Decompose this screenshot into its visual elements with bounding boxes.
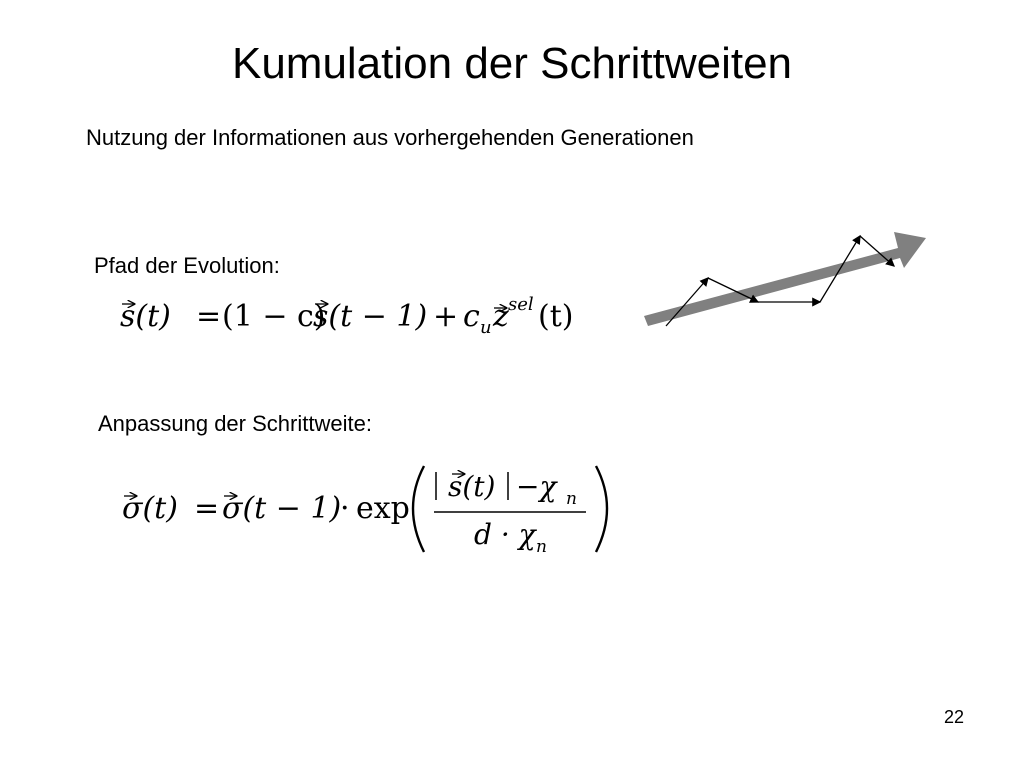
evolution-path-diagram (636, 222, 932, 338)
big-gray-arrow-icon (644, 232, 926, 326)
sigma-lhs: σ(t) (122, 491, 178, 526)
sigma-denominator-sub: n (536, 537, 547, 557)
formula-lhs: s(t) (120, 299, 171, 334)
step-size-adaptation-label: Anpassung der Schrittweite: (98, 411, 372, 436)
right-paren-icon (596, 466, 607, 552)
formula-eq: = (196, 299, 222, 334)
sigma-dot: · (340, 491, 350, 526)
sigma-denominator: d · χ (474, 518, 536, 551)
step-size-formula (118, 460, 618, 560)
slide-subtitle: Nutzung der Informationen aus vorhergehenden Generationen (86, 125, 694, 150)
formula-z-arg: (t) (538, 299, 574, 334)
page-number: 22 (943, 707, 964, 727)
path-evolution-label: Pfad der Evolution: (94, 253, 280, 278)
sigma-numerator-s: s(t) (448, 470, 496, 503)
formula-plus: + (433, 299, 459, 334)
sigma-exp: exp (356, 491, 410, 526)
formula-z: z (493, 299, 509, 334)
formula-factor: (1 − c) (222, 299, 326, 334)
formula-z-sup: sel (508, 294, 534, 315)
sigma-prev: σ(t − 1) (222, 491, 342, 526)
formula-coef-sub: u (480, 317, 492, 338)
sigma-numerator-minus: −χ (516, 470, 557, 503)
sigma-numerator-sub: n (566, 489, 577, 509)
path-evolution-formula (118, 290, 598, 342)
sigma-eq: = (194, 491, 220, 526)
left-paren-icon (413, 466, 424, 552)
formula-coef: c (463, 299, 480, 334)
formula-prev: s(t − 1) (313, 299, 428, 334)
slide-title: Kumulation der Schrittweiten (231, 39, 793, 88)
